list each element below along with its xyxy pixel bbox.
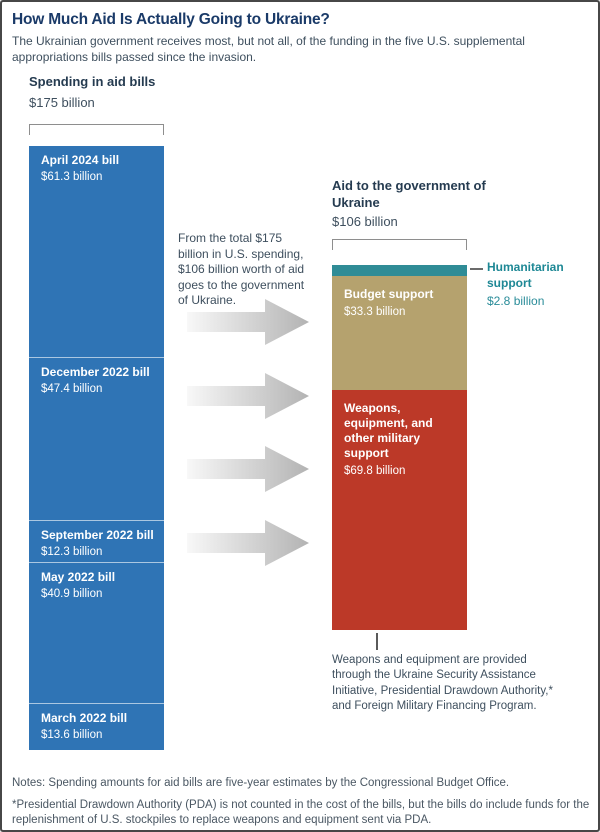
weapons-annotation: Weapons and equipment are provided through the Ukraine Security Assistance Initiative, Presidential Drawdown Authority,* and Foreign Military Financing Program. (332, 654, 553, 712)
flow-arrow-icon (187, 299, 309, 345)
bar-segment-december-2022-bill (29, 357, 164, 520)
segment-label: March 2022 bill (41, 711, 128, 726)
segment-value: $40.9 billion (41, 588, 103, 601)
segment-value: $33.3 billion (344, 306, 406, 318)
humanitarian-callout (487, 260, 579, 308)
humanitarian-value: $2.8 billion (487, 294, 545, 309)
segment-label: Weapons, equipment, and other military support (344, 401, 433, 461)
bar-segment-march-2022-bill (29, 703, 164, 750)
footnote-text: *Presidential Drawdown Authority (PDA) is not counted in the cost of the bills, but the bills do include funds for the replenishment of U.S. stockpiles to replace weapons and equipment sent via PDA. (12, 799, 590, 827)
callout-connector (470, 268, 483, 270)
segment-value: $13.6 billion (41, 729, 103, 742)
segment-label: May 2022 bill (41, 570, 116, 585)
left-chart-total: $175 billion (29, 95, 95, 110)
page-subtitle: The Ukrainian government receives most, but not all, of the funding in the five U.S. supplemental appropriations bills passed since the invasion. (12, 34, 525, 65)
bar-segment-september-2022-bill (29, 520, 164, 562)
bar-segment-weapons-equipment-and-other-military-support (332, 390, 467, 630)
segment-value: $47.4 billion (41, 382, 103, 395)
segment-label: April 2024 bill (41, 153, 120, 167)
spending-stacked-bar (29, 146, 164, 750)
page-title: How Much Aid Is Actually Going to Ukraine? (12, 11, 330, 28)
left-chart-title: Spending in aid bills (29, 74, 156, 89)
bar-segment-april-2024-bill (29, 146, 164, 357)
flow-note: From the total $175 billion in U.S. spending, $106 billion worth of aid goes to the government of Ukraine. (178, 231, 305, 308)
flow-arrow-icon (187, 520, 309, 566)
segment-value: $12.3 billion (41, 546, 103, 559)
bar-segment-budget-support (332, 276, 467, 390)
aid-stacked-bar (332, 265, 467, 630)
notes-text: Notes: Spending amounts for aid bills are five-year estimates by the Congressional Budget Office. (12, 777, 510, 789)
segment-value: $61.3 billion (41, 171, 103, 183)
segment-label: December 2022 bill (41, 364, 150, 379)
flow-arrow-icon (187, 446, 309, 492)
segment-value: $69.8 billion (344, 465, 406, 478)
segment-label: Budget support (344, 287, 434, 301)
bar-segment-humanitarian-support (332, 265, 467, 276)
humanitarian-label: Humanitarian support (487, 260, 564, 290)
annotation-tick (376, 633, 378, 650)
flow-arrows-icon (187, 297, 312, 568)
bar-segment-may-2022-bill (29, 562, 164, 703)
right-chart-total: $106 billion (332, 214, 398, 229)
left-total-bracket (29, 124, 164, 135)
right-total-bracket (332, 239, 467, 250)
flow-arrow-icon (187, 373, 309, 419)
segment-label: September 2022 bill (41, 528, 154, 543)
right-chart-title: Aid to the government of Ukraine (332, 178, 486, 210)
